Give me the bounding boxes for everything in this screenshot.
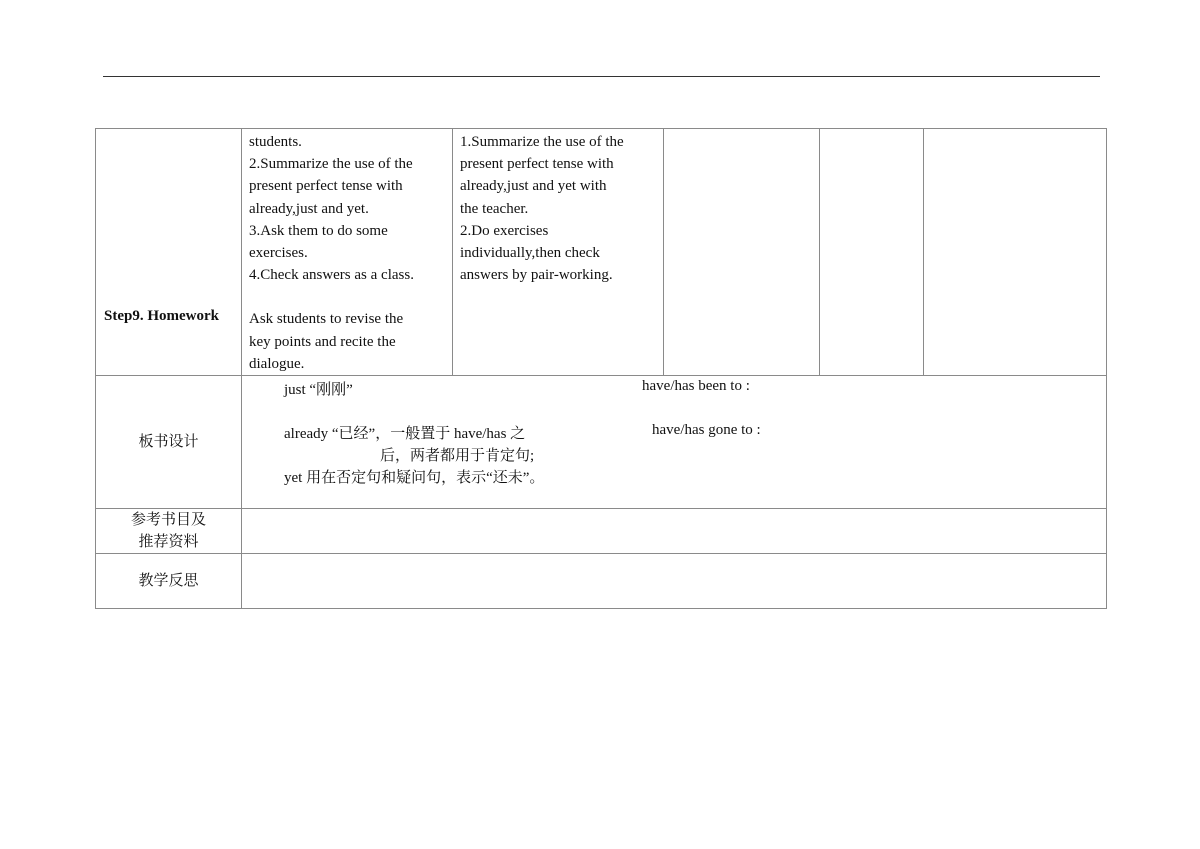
teacher-line: already,just and yet.	[249, 200, 369, 217]
empty-cell	[924, 129, 1107, 376]
references-label-line: 推荐资料	[138, 534, 199, 551]
step-label: Step9. Homework	[104, 308, 219, 324]
teacher-line: 2.Summarize the use of the	[249, 156, 413, 173]
teacher-line: 3.Ask them to do some	[249, 222, 388, 239]
student-line: 2.Do exercises	[460, 222, 549, 239]
board-already-line: already “已经”，一般置于 have/has 之	[284, 426, 526, 443]
reflection-content	[242, 554, 1107, 609]
homework-line: key points and recite the	[249, 333, 396, 350]
homework-row	[96, 129, 1107, 376]
teacher-line: exercises.	[249, 245, 308, 262]
teacher-line: 4.Check answers as a class.	[249, 267, 414, 284]
teacher-line: present perfect tense with	[249, 178, 403, 195]
student-line: already,just and yet with	[460, 178, 607, 195]
student-line: 1.Summarize the use of the	[460, 134, 624, 150]
board-design-row	[96, 376, 1107, 509]
teacher-line: students.	[249, 134, 302, 150]
lesson-plan-table	[95, 128, 1107, 609]
student-activity-cell	[453, 129, 664, 376]
board-design-content	[242, 376, 1107, 509]
homework-line: Ask students to revise the	[249, 311, 404, 328]
references-row	[96, 509, 1107, 554]
board-gone-line: have/has gone to :	[652, 422, 761, 439]
header-rule	[103, 76, 1100, 77]
student-line: individually,then check	[460, 245, 600, 262]
student-line: answers by pair-working.	[460, 267, 613, 284]
empty-cell	[820, 129, 924, 376]
teacher-activity-cell	[242, 129, 453, 376]
step-cell	[96, 129, 242, 376]
homework-line: dialogue.	[249, 355, 305, 372]
empty-cell	[664, 129, 820, 376]
board-yet-line: yet 用在否定句和疑问句，表示“还未”。	[284, 470, 545, 487]
board-just-line: just “刚刚”	[284, 382, 353, 399]
references-content	[242, 509, 1107, 554]
references-label-line: 参考书目及	[130, 512, 206, 529]
board-after-line: 后，两者都用于肯定句;	[380, 448, 535, 465]
student-line: present perfect tense with	[460, 156, 614, 173]
reflection-label: 教学反思	[96, 554, 242, 609]
reflection-row	[96, 554, 1107, 609]
references-label	[96, 509, 242, 554]
board-been-line: have/has been to :	[642, 378, 750, 395]
student-line: the teacher.	[460, 200, 529, 217]
board-design-label: 板书设计	[96, 376, 242, 509]
